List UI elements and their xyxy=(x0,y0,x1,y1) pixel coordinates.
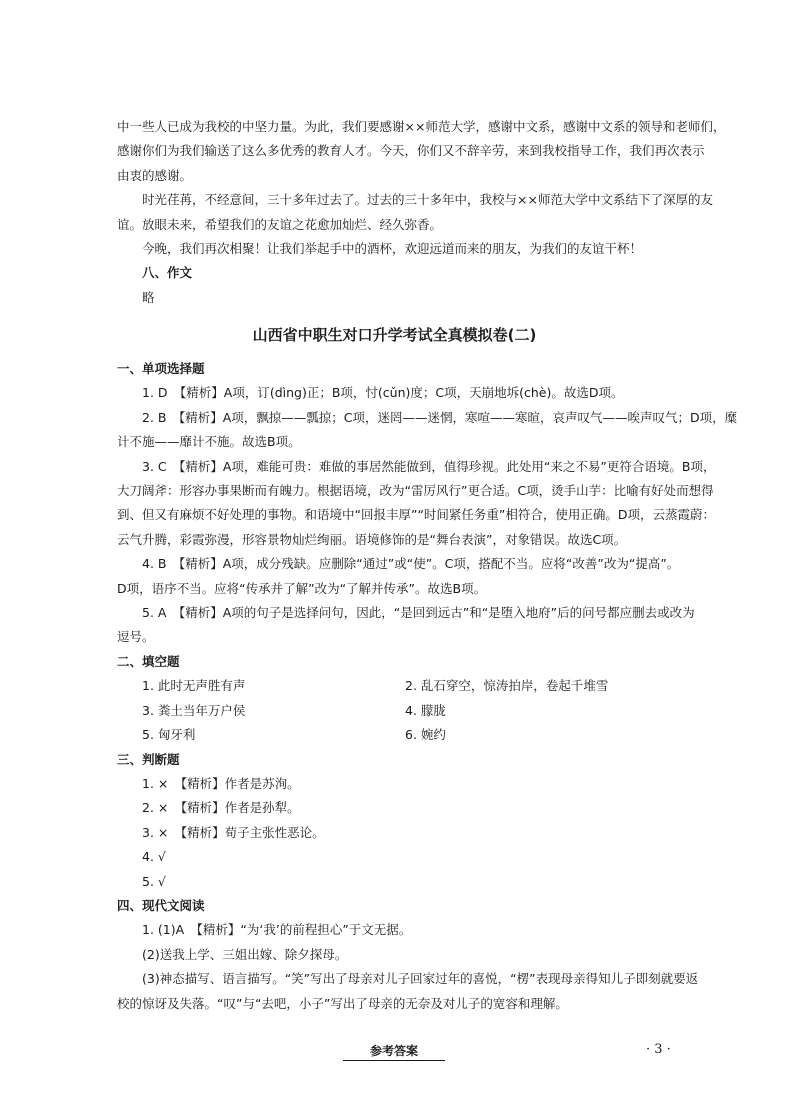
text-line: 今晚，我们再次相聚！让我们举起手中的酒杯，欢迎远道而来的朋友，为我们的友谊干杯！ xyxy=(142,241,643,257)
answers-section-1 xyxy=(117,357,738,1016)
fill-answer: 2. 乱石穿空，惊涛拍岸，卷起千堆雪 xyxy=(405,678,609,694)
fill-answer: 5. 匈牙利 xyxy=(142,727,196,743)
answer-item-cont: 逗号。 xyxy=(117,629,155,645)
judge-answer: 1. × 【精析】作者是苏洵。 xyxy=(142,775,300,791)
judge-answer: 2. × 【精析】作者是孙犁。 xyxy=(142,800,300,816)
exam-title: 山西省中职生对口升学考试全真模拟卷(二) xyxy=(252,326,537,344)
answer-item: 3. C 【精析】A项，难能可贵：难做的事居然能做到，值得珍视。此处用“来之不易”更符合语境。B项， xyxy=(142,458,716,474)
judge-answer: 5. √ xyxy=(142,873,166,889)
text-line: 谊。放眼未来，希望我们的友谊之花愈加灿烂、经久弥香。 xyxy=(117,216,443,232)
answer-item-cont: D项，语序不当。应将“传承并了解”改为“了解并传承”。故选B项。 xyxy=(117,580,487,596)
reading-answer: 1. (1)A 【精析】“为‘我’的前程担心”于文无据。 xyxy=(142,922,412,938)
judge-answer: 3. × 【精析】荀子主张性恶论。 xyxy=(142,824,325,840)
fill-answer: 4. 朦胧 xyxy=(405,702,446,718)
text-line: 时光荏苒，不经意间，三十多年过去了。过去的三十多年中，我校与××师范大学中文系结下了深厚的友 xyxy=(142,192,713,208)
page-number: · 3 · xyxy=(646,1042,671,1057)
section-heading-reading: 四、现代文阅读 xyxy=(117,897,205,913)
section-heading-judge: 三、判断题 xyxy=(117,751,180,767)
text-line: 感谢你们为我们输送了这么多优秀的教育人才。今天，你们又不辞辛劳，来到我校指导工作，我们再次表示 xyxy=(117,143,705,159)
closing-speech-text xyxy=(117,115,726,310)
reading-answer-cont: 校的惊讶及失落。“叹”与“去吧，小子”写出了母亲的无奈及对儿子的宽容和理解。 xyxy=(117,995,568,1011)
fill-answer: 3. 粪土当年万户侯 xyxy=(142,702,246,718)
answer-item-cont: 计不施——靡计不施。故选B项。 xyxy=(117,434,301,450)
text-line: 中一些人已成为我校的中坚力量。为此，我们要感谢××师范大学，感谢中文系，感谢中文系的领导和老师们， xyxy=(117,119,726,134)
fill-row xyxy=(117,723,687,747)
answer-item-cont: 大刀阔斧：形容办事果断而有魄力。根据语境，改为“雷厉风行”更合适。C项，烫手山芋：比喻有好处而想得 xyxy=(117,483,714,499)
composition-answer: 略 xyxy=(142,289,155,305)
answer-item: 1. D 【精析】A项，订(dìng)正；B项，忖(cǔn)度；C项，天崩地坼(chè)。故选D项。 xyxy=(142,385,624,401)
reading-answer: (3)神态描写、语言描写。“笑”写出了母亲对儿子回家过年的喜悦，“楞”表现母亲得知儿子即刻就要返 xyxy=(142,971,699,987)
answer-item: 2. B 【精析】A项，飘掠——瓢掠；C项，迷罔——迷惘，寒喧——寒暄，哀声叹气——唉声叹气；D项，糜 xyxy=(142,409,738,425)
fill-row xyxy=(117,699,687,723)
reading-answer: (2)送我上学、三姐出嫁、除夕探母。 xyxy=(142,946,348,962)
fill-row xyxy=(117,674,687,698)
fill-answer: 6. 婉约 xyxy=(405,727,446,743)
fill-answer: 1. 此时无声胜有声 xyxy=(142,678,246,694)
section-heading-composition: 八、作文 xyxy=(142,265,193,281)
answer-item-cont: 到、但又有麻烦不好处理的事物。和语境中“回报丰厚”“时间紧任务重”相符合，使用正确。D项，云蒸霞蔚： xyxy=(117,507,716,523)
section-heading-fill: 二、填空题 xyxy=(117,653,180,669)
answer-item: 4. B 【精析】A项，成分残缺。应删除“通过”或“使”。C项，搭配不当。应将“改善”改为“提高”。 xyxy=(142,556,680,572)
answer-item-cont: 云气升腾，彩霞弥漫，形容景物灿烂绚丽。语境修饰的是“舞台表演”，对象错误。故选C项。 xyxy=(117,531,627,547)
judge-answer: 4. √ xyxy=(142,849,166,865)
text-line: 由衷的感谢。 xyxy=(117,167,193,183)
section-heading-choice: 一、单项选择题 xyxy=(117,361,205,376)
footer-label: 参考答案 xyxy=(343,1042,445,1061)
answer-item: 5. A 【精析】A项的句子是选择问句，因此，“是回到远古”和“是堕入地府”后的问号都应删去或改为 xyxy=(142,605,695,621)
